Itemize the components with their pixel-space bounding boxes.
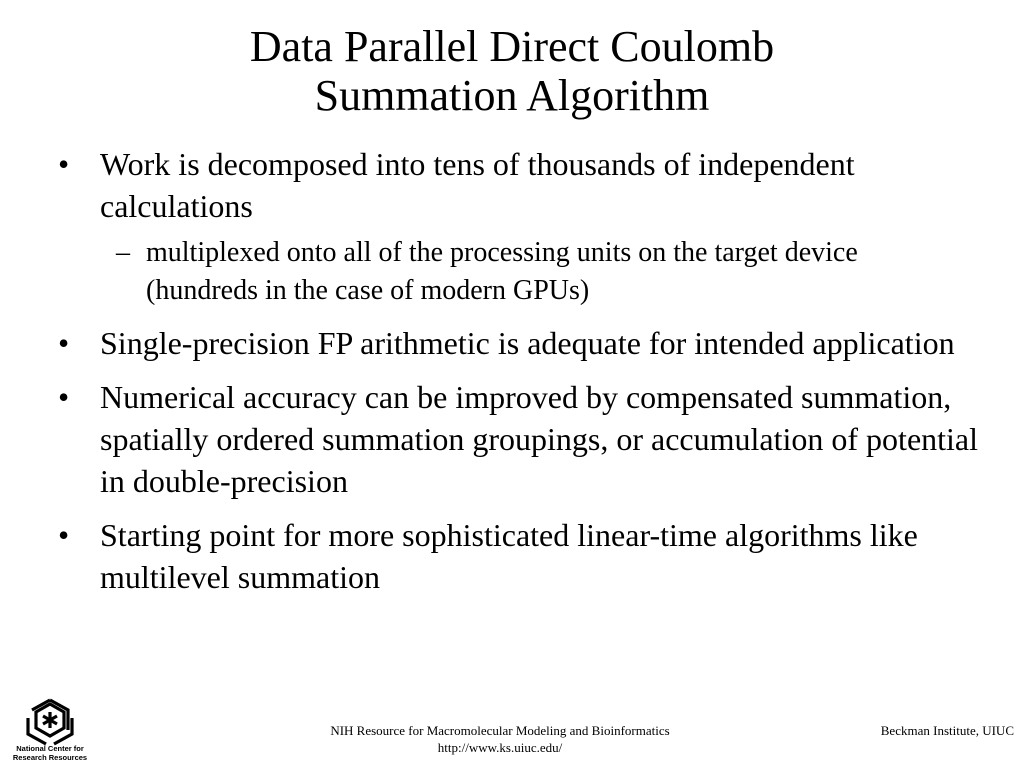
bullet-item (56, 514, 996, 598)
ncrr-logo-icon (10, 698, 90, 762)
title-line-2: Summation Algorithm (314, 71, 710, 120)
sub-bullet-item (100, 234, 926, 310)
bullet-item (56, 322, 996, 364)
logo-caption-line-2: Research Resources (12, 753, 88, 762)
footer-resource-name: NIH Resource for Macromolecular Modeling and Bioinformatics (330, 723, 670, 738)
bullet-text: Single-precision FP arithmetic is adequate for intended application (100, 325, 955, 361)
footer-url[interactable]: http://www.ks.uiuc.edu/ (437, 740, 563, 755)
bullet-text: Work is decomposed into tens of thousands of independent calculations (100, 146, 855, 224)
footer-institution: Beckman Institute, UIUC (880, 723, 1014, 738)
dash-marker: – (116, 237, 130, 268)
bullet-marker: • (58, 517, 70, 553)
bullet-item (56, 143, 996, 310)
bullet-item (56, 376, 996, 502)
bullet-marker: • (58, 146, 70, 182)
sub-bullet-list (100, 234, 996, 310)
bullet-marker: • (58, 325, 70, 361)
ncrr-logo-graphic (10, 698, 90, 762)
bullet-list (56, 143, 996, 610)
footer-center (300, 722, 700, 756)
bullet-marker: • (58, 379, 70, 415)
bullet-text: Starting point for more sophisticated linear-time algorithms like multilevel summation (100, 517, 918, 595)
sub-bullet-text: multiplexed onto all of the processing units on the target device (hundreds in the case of modern GPUs) (146, 237, 858, 306)
bullet-text: Numerical accuracy can be improved by compensated summation, spatially ordered summation groupings, or accumulation of potential in double-precision (100, 379, 979, 499)
slide-title (0, 22, 1024, 120)
logo-caption-line-1: National Center for (16, 744, 84, 753)
title-line-1: Data Parallel Direct Coulomb (249, 22, 775, 71)
